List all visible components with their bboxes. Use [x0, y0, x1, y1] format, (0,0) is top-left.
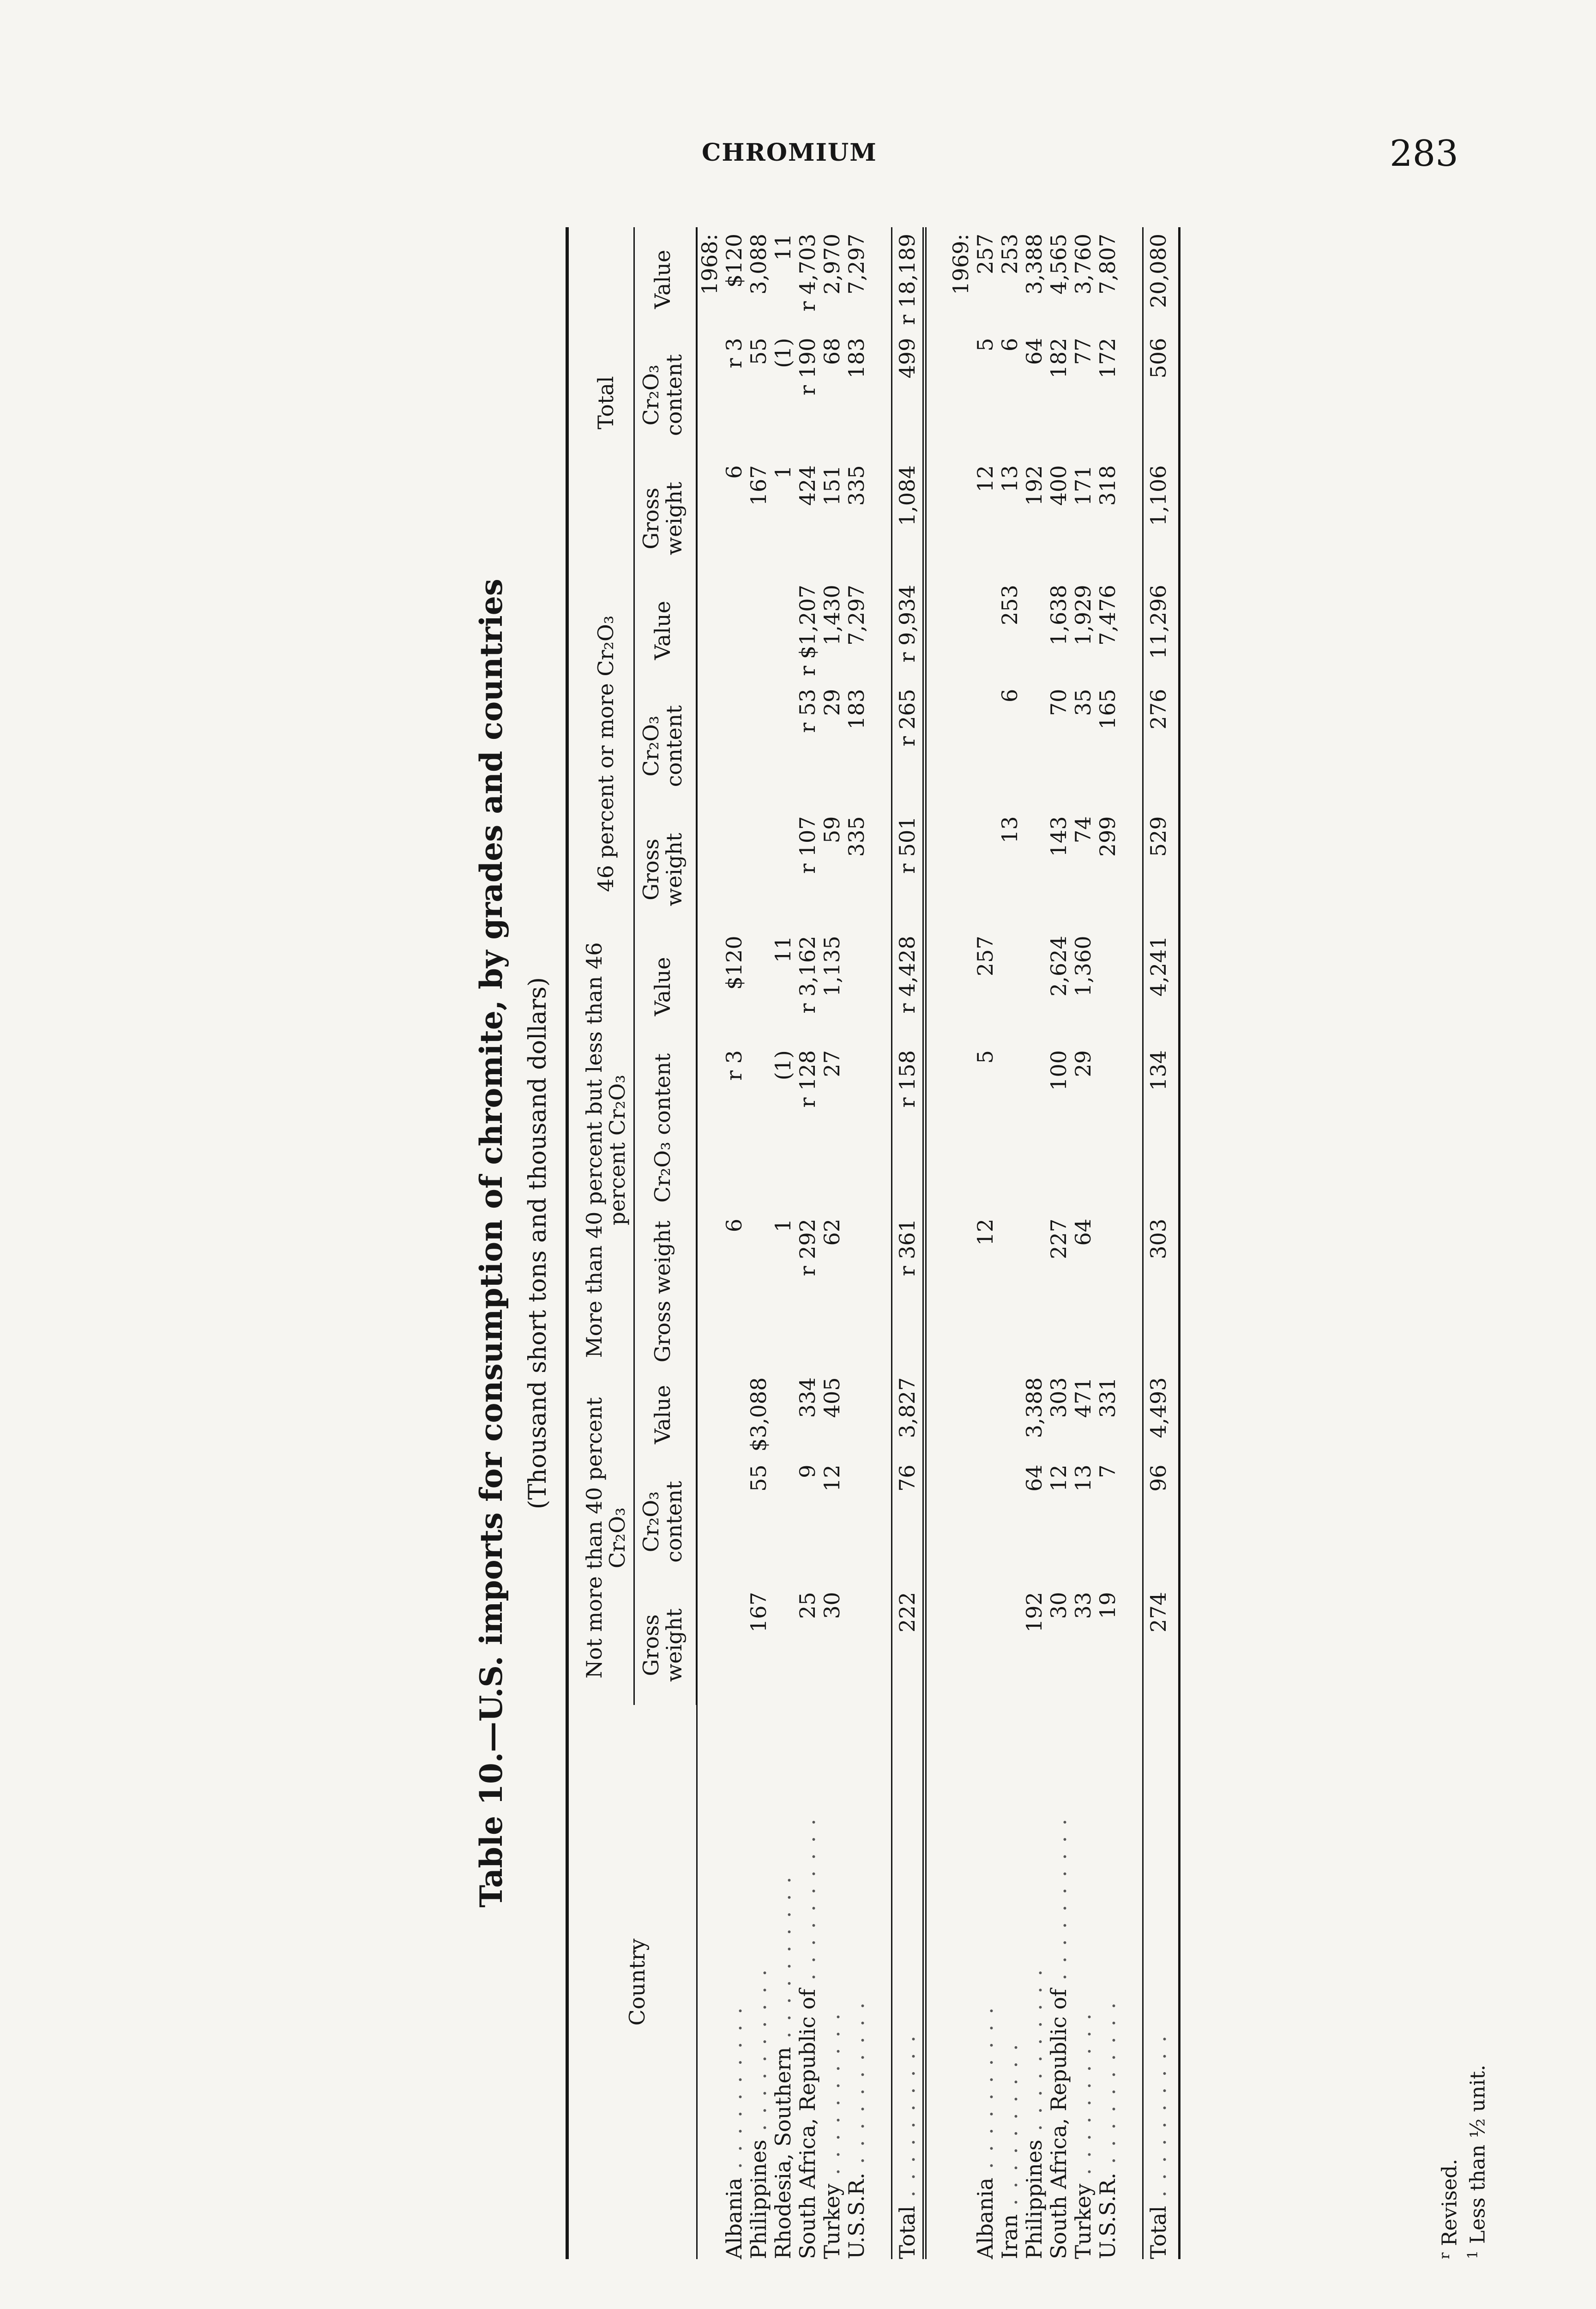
table-row [1022, 227, 1047, 2259]
dot-leader: . . . . . . . . . . [771, 1875, 795, 2047]
value-cell: 7 [1095, 1464, 1120, 1478]
country-cell [771, 1705, 795, 2259]
year-label: 1969: [948, 234, 973, 295]
value-cell [973, 683, 998, 810]
value-cell [722, 578, 747, 683]
value-cell: 19 [1095, 1592, 1120, 1619]
total-row [892, 227, 925, 2259]
total-value-cell: r 9,934 [892, 578, 925, 683]
page-number: 283 [1390, 133, 1458, 175]
value-cell: 1,638 [1046, 585, 1071, 646]
value-cell: r 53 [795, 689, 820, 733]
value-cell: 471 [1071, 1377, 1096, 1418]
subheader-value: Value [634, 929, 697, 1044]
year-row [697, 227, 722, 2259]
total-value-cell: 20,080 [1143, 227, 1180, 332]
header-country: Country [567, 1705, 697, 2259]
value-cell: 1,430 [819, 585, 844, 646]
value-cell: 1,135 [819, 936, 844, 997]
dot-leader: . . . . . . . . . . [1046, 1817, 1071, 1989]
value-cell: 335 [844, 816, 869, 857]
value-cell [844, 1044, 869, 1212]
value-cell: 183 [844, 689, 869, 730]
value-cell: r 107 [795, 816, 820, 874]
year-label: 1968: [697, 234, 722, 295]
total-value-cell: 222 [892, 1585, 925, 1705]
value-cell: 5 [973, 338, 998, 351]
value-cell [1096, 1044, 1120, 1212]
value-cell: 253 [997, 585, 1022, 625]
value-cell: 424 [795, 465, 820, 506]
total-value-cell: r 501 [892, 810, 925, 930]
table-row [973, 227, 998, 2259]
total-row [1143, 227, 1180, 2259]
value-cell: 29 [1071, 1050, 1096, 1077]
value-cell: 30 [819, 1592, 844, 1619]
header-group-not-more-than-40: Not more than 40 percent Cr₂O₃ [567, 1371, 634, 1705]
value-cell: (1) [771, 338, 795, 368]
value-cell [771, 1371, 795, 1458]
value-cell: r $1,207 [795, 585, 820, 676]
subheader-gross-weight: Gross weight [634, 459, 697, 578]
value-cell: 70 [1046, 689, 1071, 716]
value-cell: 400 [1046, 465, 1071, 506]
country-cell [1096, 1705, 1120, 2259]
value-cell: $120 [722, 234, 747, 288]
country-cell [747, 1705, 771, 2259]
value-cell: 3,388 [1022, 1377, 1047, 1439]
value-cell: 62 [819, 1218, 844, 1246]
value-cell [771, 683, 795, 810]
country-cell [1022, 1705, 1047, 2259]
value-cell [1022, 1044, 1047, 1212]
value-cell: 6 [722, 465, 747, 479]
value-cell: 3,388 [1022, 234, 1047, 295]
value-cell: $3,088 [746, 1377, 771, 1452]
total-value-cell: 3,827 [892, 1371, 925, 1458]
value-cell [998, 1044, 1022, 1212]
table-row [1047, 227, 1071, 2259]
value-cell [973, 1585, 998, 1705]
table-row [747, 227, 771, 2259]
value-cell: 192 [1022, 465, 1047, 506]
total-value-cell: r 265 [892, 683, 925, 810]
value-cell: 335 [844, 465, 869, 506]
value-cell [1096, 929, 1120, 1044]
total-value-cell: 1,084 [892, 459, 925, 578]
total-value-cell: 134 [1143, 1044, 1180, 1212]
subheader-cr2o3-content: Cr₂O₃ content [634, 683, 697, 810]
value-cell [771, 578, 795, 683]
value-cell: 100 [1046, 1050, 1071, 1091]
value-cell: 6 [997, 689, 1022, 703]
rotated-table-block [464, 227, 1490, 2259]
value-cell: 33 [1071, 1592, 1096, 1619]
value-cell: 55 [746, 1464, 771, 1492]
country-cell [820, 1705, 844, 2259]
table-subtitle: (Thousand short tons and thousand dollars) [524, 977, 552, 1510]
total-label: Total . . . . . . . . . . [892, 1705, 925, 2259]
value-cell: 151 [819, 465, 844, 506]
value-cell: 29 [819, 689, 844, 716]
value-cell: 2,624 [1046, 936, 1071, 997]
country-cell [973, 1705, 998, 2259]
dot-leader: . . . . . . . . . . [895, 2034, 920, 2206]
header-group-40-to-46: More than 40 percent but less than 46 percent Cr₂O₃ [567, 929, 634, 1371]
value-cell: 253 [997, 234, 1022, 274]
value-cell: 257 [973, 936, 998, 977]
value-cell [844, 1458, 869, 1585]
header-group-total: Total [567, 227, 634, 578]
value-cell [998, 929, 1022, 1044]
table-row [722, 227, 747, 2259]
header-group-46-or-more: 46 percent or more Cr₂O₃ [567, 578, 634, 929]
dot-leader: . . . . . . . . . . [997, 2042, 1022, 2214]
subheader-value: Value [634, 1371, 697, 1458]
total-value-cell: 499 [892, 332, 925, 459]
value-cell: r 128 [795, 1050, 820, 1108]
value-cell [771, 1458, 795, 1585]
value-cell: r 190 [795, 338, 820, 396]
table-row [795, 227, 820, 2259]
value-cell: 74 [1071, 816, 1096, 844]
subheader-value: Value [634, 227, 697, 332]
value-cell [722, 1371, 747, 1458]
country-name: Iran [997, 2214, 1022, 2259]
value-cell [844, 1371, 869, 1458]
table-row [844, 227, 869, 2259]
value-cell [722, 1458, 747, 1585]
value-cell: 6 [997, 338, 1022, 351]
value-cell: 257 [973, 234, 998, 274]
value-cell: 1 [771, 1218, 795, 1233]
total-value-cell: r 158 [892, 1044, 925, 1212]
total-value-cell: r 18,189 [892, 227, 925, 332]
subheader-gross-weight: Gross weight [634, 1585, 697, 1705]
subheader-cr2o3-content: Cr₂O₃ content [634, 1044, 697, 1212]
value-cell: 318 [1095, 465, 1120, 506]
value-cell: 303 [1046, 1377, 1071, 1418]
total-value-cell: 4,493 [1143, 1371, 1180, 1458]
value-cell [1022, 683, 1047, 810]
value-cell: 183 [844, 338, 869, 379]
value-cell: 5 [973, 1050, 998, 1064]
value-cell: 9 [795, 1464, 820, 1478]
value-cell: 77 [1071, 338, 1096, 365]
running-head: CHROMIUM [702, 139, 877, 167]
value-cell: r 3 [722, 1050, 747, 1081]
dot-leader: . . . . . . . . . . [819, 2012, 844, 2184]
value-cell: r 4,703 [795, 234, 820, 312]
subheader-cr2o3-content: Cr₂O₃ content [634, 1458, 697, 1585]
value-cell: 59 [819, 816, 844, 844]
value-cell [747, 1212, 771, 1371]
value-cell [998, 1371, 1022, 1458]
value-cell: 172 [1095, 338, 1120, 379]
country-name: Rhodesia, Southern [771, 2047, 795, 2259]
dot-leader: . . . . . . . . . . [1146, 2034, 1171, 2206]
spacer-row [1120, 227, 1143, 2259]
total-value-cell: 4,241 [1143, 929, 1180, 1044]
value-cell: 27 [819, 1050, 844, 1077]
country-cell [998, 1705, 1022, 2259]
year-row [949, 227, 973, 2259]
value-cell: 4,565 [1046, 234, 1071, 295]
country-name: U.S.S.R. [1095, 2172, 1120, 2259]
value-cell [747, 810, 771, 930]
value-cell [998, 1212, 1022, 1371]
country-name: U.S.S.R. [844, 2172, 869, 2259]
subheader-cr2o3-content: Cr₂O₃ content [634, 332, 697, 459]
value-cell: 334 [795, 1377, 820, 1418]
subheader-gross-weight: Gross weight [634, 1212, 697, 1371]
footnotes [1433, 2065, 1489, 2259]
value-cell [747, 929, 771, 1044]
value-cell [1022, 578, 1047, 683]
value-cell: 25 [795, 1592, 820, 1619]
value-cell [747, 1044, 771, 1212]
footnote [1433, 2065, 1462, 2259]
value-cell [747, 578, 771, 683]
value-cell: 11 [771, 234, 795, 261]
spacer-row [869, 227, 892, 2259]
value-cell: 12 [973, 1218, 998, 1246]
chromite-imports-table [566, 227, 1180, 2259]
value-cell: 7,297 [844, 234, 869, 295]
value-cell: 227 [1046, 1218, 1071, 1259]
value-cell [771, 1585, 795, 1705]
value-cell [1022, 929, 1047, 1044]
subheader-value: Value [634, 578, 697, 683]
total-value-cell: 1,106 [1143, 459, 1180, 578]
table-row [771, 227, 795, 2259]
total-value-cell: 276 [1143, 683, 1180, 810]
total-value-cell: 303 [1143, 1212, 1180, 1371]
total-value-cell: 96 [1143, 1458, 1180, 1585]
value-cell: 1 [771, 465, 795, 479]
table-row [1096, 227, 1120, 2259]
value-cell: 12 [973, 465, 998, 492]
value-cell: 2,970 [819, 234, 844, 295]
value-cell: 331 [1095, 1377, 1120, 1418]
value-cell: 3,760 [1071, 234, 1096, 295]
value-cell: 30 [1046, 1592, 1071, 1619]
value-cell: 299 [1095, 816, 1120, 857]
footnote-text: Revised. [1438, 2158, 1462, 2246]
dot-leader: . . . . . . . . . . [1095, 2001, 1120, 2173]
value-cell [747, 683, 771, 810]
country-name: Turkey [819, 2183, 844, 2259]
value-cell [973, 1458, 998, 1585]
dot-leader: . . . . . . . . . . [1071, 2012, 1096, 2184]
country-cell [844, 1705, 869, 2259]
footnote-mark: r [1437, 2252, 1453, 2259]
total-value-cell: 76 [892, 1458, 925, 1585]
value-cell: 12 [1046, 1464, 1071, 1492]
value-cell: 35 [1071, 689, 1096, 716]
dot-leader: . . . . . . . . . . [1022, 1967, 1047, 2140]
value-cell: 6 [722, 1218, 747, 1233]
country-cell [795, 1705, 820, 2259]
value-cell [1022, 1212, 1047, 1371]
dot-leader: . . . . . . . . . . [722, 2005, 747, 2178]
value-cell [844, 929, 869, 1044]
country-name: Turkey [1071, 2183, 1096, 2259]
table-row [1071, 227, 1096, 2259]
value-cell: r 3,162 [795, 936, 820, 1014]
country-name: South Africa, Republic of [795, 1989, 820, 2259]
value-cell: 64 [1022, 338, 1047, 365]
value-cell [1096, 1212, 1120, 1371]
total-value-cell: 506 [1143, 332, 1180, 459]
country-name: South Africa, Republic of [1046, 1989, 1071, 2259]
dot-leader: . . . . . . . . . . [795, 1817, 820, 1989]
value-cell [973, 578, 998, 683]
country-name: Albania [722, 2177, 747, 2259]
value-cell: 182 [1046, 338, 1071, 379]
total-value-cell: 11,296 [1143, 578, 1180, 683]
value-cell [722, 683, 747, 810]
value-cell: 13 [1071, 1464, 1096, 1492]
value-cell: 3,088 [746, 234, 771, 295]
value-cell [844, 1212, 869, 1371]
footnote-mark: 1 [1464, 2250, 1481, 2259]
total-label: Total . . . . . . . . . . [1143, 1705, 1180, 2259]
value-cell: 165 [1095, 689, 1120, 730]
value-cell: 405 [819, 1377, 844, 1418]
country-cell [1047, 1705, 1071, 2259]
spacer-row [925, 227, 949, 2259]
dot-leader: . . . . . . . . . . [973, 2005, 998, 2178]
dot-leader: . . . . . . . . . . [746, 1967, 771, 2140]
value-cell: (1) [771, 1050, 795, 1081]
value-cell: 12 [819, 1464, 844, 1492]
total-value-cell: r 361 [892, 1212, 925, 1371]
value-cell [844, 1585, 869, 1705]
value-cell [998, 1585, 1022, 1705]
value-cell [973, 1371, 998, 1458]
value-cell: 13 [997, 465, 1022, 492]
value-cell: 11 [771, 936, 795, 963]
value-cell: 68 [819, 338, 844, 365]
subheader-gross-weight: Gross weight [634, 810, 697, 930]
country-name: Philippines [1022, 2140, 1047, 2259]
value-cell: 64 [1022, 1464, 1047, 1492]
value-cell: 192 [1022, 1592, 1047, 1633]
value-cell: r 3 [722, 338, 747, 369]
value-cell: r 292 [795, 1218, 820, 1276]
total-value-cell: 529 [1143, 810, 1180, 930]
total-value-cell: r 4,428 [892, 929, 925, 1044]
value-cell: 167 [746, 1592, 771, 1633]
footnote-text: Less than ½ unit. [1466, 2064, 1490, 2244]
value-cell: 7,297 [844, 585, 869, 646]
value-cell: 13 [997, 816, 1022, 844]
country-cell [1071, 1705, 1096, 2259]
country-name: Philippines [746, 2140, 771, 2259]
value-cell: 167 [746, 465, 771, 506]
table-row [998, 227, 1022, 2259]
table-body [697, 227, 1180, 2259]
value-cell: 64 [1071, 1218, 1096, 1246]
value-cell: 143 [1046, 816, 1071, 857]
value-cell: 1,929 [1071, 585, 1096, 646]
value-cell: 1,360 [1071, 936, 1096, 997]
value-cell [1022, 810, 1047, 930]
value-cell: 55 [746, 338, 771, 365]
value-cell: 7,807 [1095, 234, 1120, 295]
value-cell [998, 1458, 1022, 1585]
value-cell [771, 810, 795, 930]
total-value-cell: 274 [1143, 1585, 1180, 1705]
country-cell [722, 1705, 747, 2259]
dot-leader: . . . . . . . . . . [844, 2001, 869, 2173]
table-row [820, 227, 844, 2259]
table-title: Table 10.—U.S. imports for consumption of chromite, by grades and countries [473, 579, 509, 1908]
footnote [1462, 2065, 1490, 2259]
value-cell [722, 1585, 747, 1705]
value-cell: 171 [1071, 465, 1096, 506]
value-cell: $120 [722, 936, 747, 990]
country-name: Albania [973, 2177, 998, 2259]
value-cell: 7,476 [1095, 585, 1120, 646]
value-cell [973, 810, 998, 930]
value-cell [722, 810, 747, 930]
